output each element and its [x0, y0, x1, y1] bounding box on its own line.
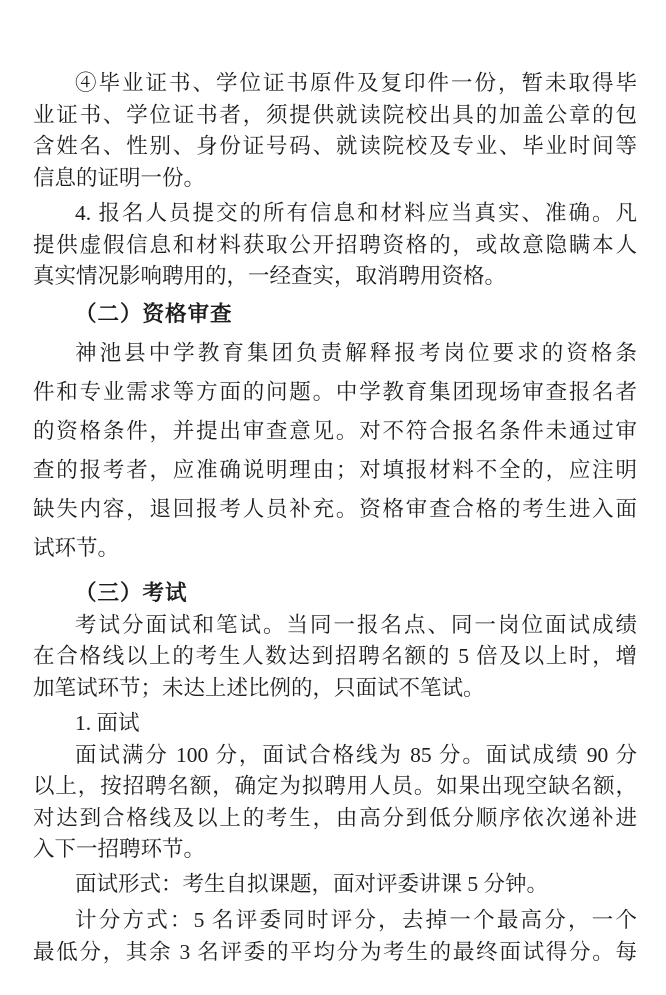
doc-line: 对达到合格线及以上的考生，由高分到低分顺序依次递补进: [33, 805, 637, 830]
doc-line: 真实情况影响聘用的，一经查实，取消聘用资格。: [33, 264, 507, 288]
doc-line: 1. 面试: [75, 711, 140, 735]
doc-line: 4. 报名人员提交的所有信息和材料应当真实、准确。凡: [75, 201, 637, 225]
doc-line: 业证书、学位证书者，须提供就读院校出具的加盖公章的包: [33, 102, 637, 127]
paragraph: [33, 198, 637, 293]
doc-line: 在合格线以上的考生人数达到招聘名额的 5 倍及以上时，增: [33, 644, 637, 668]
paragraph: [33, 905, 637, 968]
doc-line: 信息的证明一份。: [33, 165, 206, 190]
paragraph: [33, 610, 637, 705]
doc-line: 计分方式：5 名评委同时评分，去掉一个最高分，一个: [75, 908, 637, 932]
doc-line: 试环节。: [33, 536, 120, 560]
section-heading-qualification-review: （二）资格审查: [75, 301, 233, 326]
doc-line: 入下一招聘环节。: [33, 837, 206, 861]
paragraph: [33, 68, 637, 194]
doc-line: 面试满分 100 分，面试合格线为 85 分。面试成绩 90 分: [75, 742, 637, 767]
doc-line: 神池县中学教育集团负责解释报考岗位要求的资格条: [75, 341, 637, 365]
paragraph: [33, 334, 637, 568]
doc-line: 提供虚假信息和材料获取公开招聘资格的，或故意隐瞒本人: [33, 232, 637, 257]
doc-line: 最低分，其余 3 名评委的平均分为考生的最终面试得分。每: [33, 939, 637, 964]
doc-line: 以上，按招聘名额，确定为拟聘用人员。如果出现空缺名额，: [33, 774, 637, 798]
doc-line: 件和专业需求等方面的问题。中学教育集团现场审查报名者: [33, 380, 637, 404]
doc-line: 缺失内容，退回报考人员补充。资格审查合格的考生进入面: [33, 497, 637, 521]
doc-line: ④毕业证书、学位证书原件及复印件一份，暂未取得毕: [75, 71, 637, 95]
section-heading-examination: （三）考试: [75, 581, 188, 605]
doc-line: 查的报考者，应准确说明理由；对填报材料不全的，应注明: [33, 458, 637, 482]
section: [33, 299, 637, 331]
doc-line: 加笔试环节；未达上述比例的，只面试不笔试。: [33, 675, 485, 700]
paragraph: [33, 740, 637, 866]
doc-line: 考试分面试和笔试。当同一报名点、同一岗位面试成绩: [75, 612, 637, 637]
doc-line: 面试形式：考生自拟课题，面对评委讲课 5 分钟。: [75, 871, 549, 896]
paragraph: [33, 708, 637, 740]
doc-line: 含姓名、性别、身份证号码、就读院校及专业、毕业时间等: [33, 134, 637, 158]
paragraph: [33, 869, 637, 901]
doc-line: 的资格条件，并提出审查意见。对不符合报名条件未通过审: [33, 419, 637, 443]
section: [33, 578, 637, 610]
